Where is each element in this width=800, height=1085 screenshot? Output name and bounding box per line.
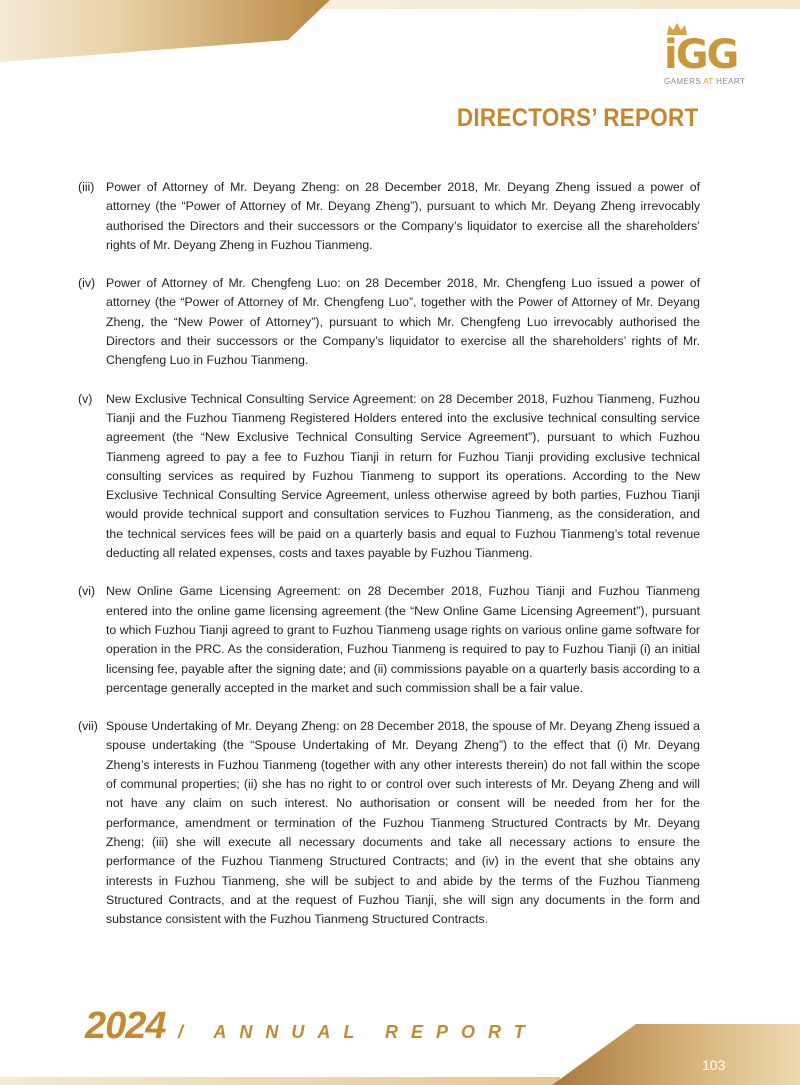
logo-tagline: GAMERS AT HEART [664,77,746,86]
item-text: Power of Attorney of Mr. Deyang Zheng: on 28 December 2018, Mr. Deyang Zheng issued a power of attorney (the “Power of Attorney of Mr. Deyang Zheng”), pursuant to which Mr. Deyang Zheng irrevocably authorised the Directors and their successors or the Company’s liquidator to exercise all the shareholders’ rights of Mr. Deyang Zheng in Fuzhou Tianmeng. [106,180,700,252]
item-number: (iii) [78,180,95,194]
report-body [78,178,700,948]
item-text: Spouse Undertaking of Mr. Deyang Zheng: on 28 December 2018, the spouse of Mr. Deyang Zheng issued a spouse undertaking (the “Spouse Undertaking of Mr. Deyang Zheng”) to the effect that (i) Mr. Deyang Zheng’s interests in Fuzhou Tianmeng (together with any other interests therein) do not fall within the scope of communal properties; (ii) she has no right to or control over such interests of Mr. Deyang Zheng and will not have any claim on such interest. No authorisation or consent will be needed from her for the performance, amendment or termination of the Fuzhou Tianmeng Structured Contracts by Mr. Deyang Zheng; (iii) she will execute all necessary documents and take all necessary actions to ensure the performance of the Fuzhou Tianmeng Structured Contracts; and (iv) in the event that she obtains any interests in Fuzhou Tianmeng, she will be subject to and abide by the terms of the Fuzhou Tianmeng Structured Contracts, and at the request of Fuzhou Tianji, she will sign any documents in the form and substance consistent with the Fuzhou Tianmeng Structured Contracts. [106,719,700,927]
item-number: (v) [78,391,93,406]
logo-wordmark: iGG [664,32,738,78]
page-title: DIRECTORS’ REPORT [457,104,699,132]
list-item [78,717,700,929]
item-text: Power of Attorney of Mr. Chengfeng Luo: on 28 December 2018, Mr. Chengfeng Luo issued a power of attorney (the “Power of Attorney of Mr. Chengfeng Luo”, together with the Power of Attorney of Mr. Deyang Zheng, the “New Power of Attorney”), pursuant to which Mr. Chengfeng Luo irrevocably authorised the Directors and their successors or the Company’s liquidator to exercise all the shareholders’ rights of Mr. Chengfeng Luo in Fuzhou Tianmeng. [106,276,700,368]
list-item [78,390,700,564]
list-item [78,582,700,698]
list-item [78,178,700,255]
item-number: (vi) [78,584,96,599]
page-number: 103 [702,1057,726,1073]
item-text: New Exclusive Technical Consulting Service Agreement: on 28 December 2018, Fuzhou Tianmeng, Fuzhou Tianji and the Fuzhou Tianmeng Registered Holders entered into the exclusive technical consulting service agreement (the “New Exclusive Technical Consulting Service Agreement”), pursuant to which Fuzhou Tianmeng agreed to pay a fee to Fuzhou Tianji in return for Fuzhou Tianji providing exclusive technical consulting services as required by Fuzhou Tianmeng to support its operations. According to the New Exclusive Technical Consulting Service Agreement, unless otherwise agreed by both parties, Fuzhou Tianji would provide technical support and consultation services to Fuzhou Tianmeng, as the consideration, and the technical services fees will be paid on a quarterly basis and equal to Fuzhou Tianmeng’s total revenue deducting all related expenses, costs and taxes payable by Fuzhou Tianmeng. [106,391,700,561]
list-item [78,274,700,370]
footer-year: 2024 [85,1005,166,1047]
footer-label: / ANNUAL REPORT [178,1022,538,1042]
igg-logo [664,22,764,92]
item-text: New Online Game Licensing Agreement: on 28 December 2018, Fuzhou Tianji and Fuzhou Tianmeng entered into the online game licensing agreement (the “New Online Game Licensing Agreement”), pursuant to which Fuzhou Tianji agreed to grant to Fuzhou Tianmeng usage rights on various online game software for operation in the PRC. As the consideration, Fuzhou Tianmeng is required to pay to Fuzhou Tianji (i) an initial licensing fee, payable after the signing date; and (ii) commissions payable on a quarterly basis according to a percentage generally accepted in the market and such commission shall be a fair value. [106,584,700,695]
item-number: (iv) [78,276,96,291]
item-number: (vii) [78,719,98,734]
